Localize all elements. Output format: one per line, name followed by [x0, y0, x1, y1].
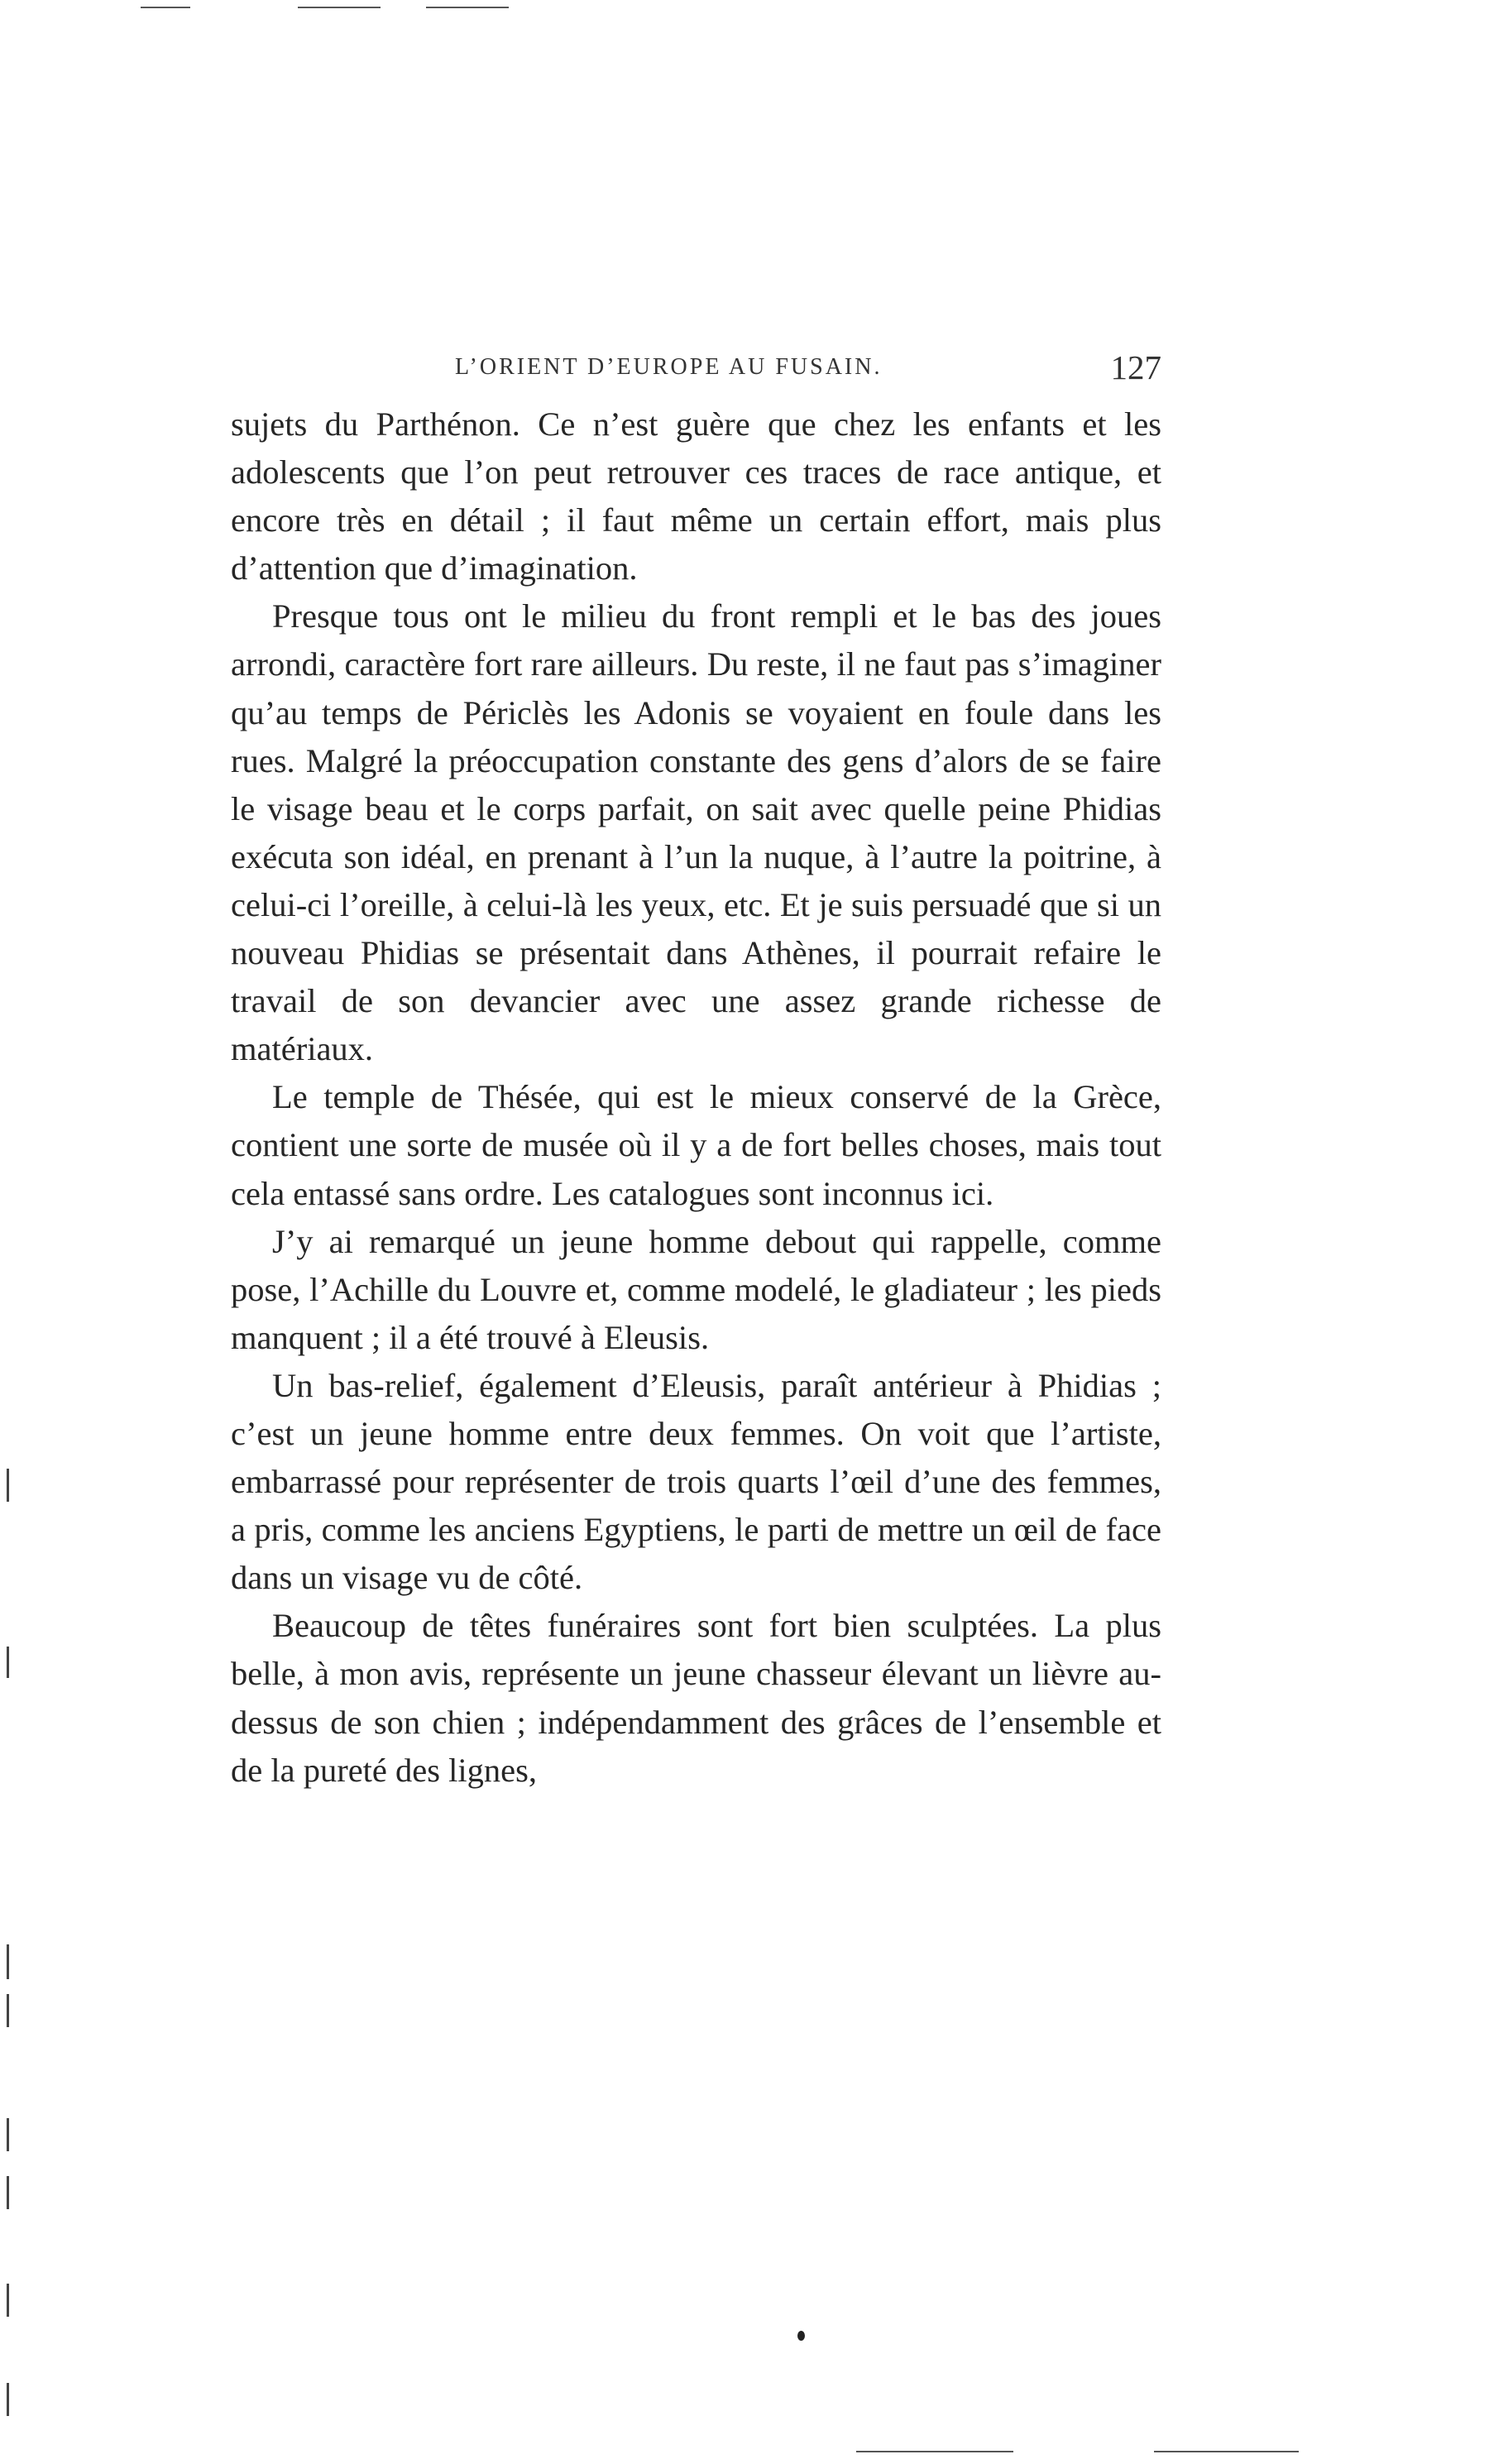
paragraph: sujets du Parthénon. Ce n’est guère que chez les enfants et les adolescents que l’on peut retrouver ces traces de race antique, et encore très en détail ; il faut même un certain effort, mais plus d’attention que d’imagination. — [231, 405, 1161, 587]
paragraph: Presque tous ont le milieu du front rempli et le bas des joues arrondi, caractère fort rare ailleurs. Du reste, il ne faut pas s’imaginer qu’au temps de Périclès les Adonis se voyaient en foule dans les rues. Malgré la préoccupation constante des gens d’alors de se faire le visage beau et le corps parfait, on sait avec quelle peine Phidias exécuta son idéal, en prenant à l’un la nuque, à l’autre la poitrine, à celui-ci l’oreille, à celui-là les yeux, etc. Et je suis persuadé que si un nouveau Phidias se présentait dans Athènes, il pourrait refaire le travail de son devancier avec une assez grande richesse de matériaux. — [231, 597, 1161, 1068]
scan-artifact-bottom-left — [856, 2451, 1013, 2452]
scan-artifact-margin-3 — [7, 1944, 9, 1979]
paragraph: Le temple de Thésée, qui est le mieux conservé de la Grèce, contient une sorte de musée où il y a de fort belles choses, mais tout cela entassé sans ordre. Les catalogues sont inconnus ici. — [231, 1078, 1161, 1212]
scan-artifact-top-center — [298, 7, 381, 8]
paragraph: J’y ai remarqué un jeune homme debout qui rappelle, comme pose, l’Achille du Louvre et, comme modelé, le gladiateur ; les pieds manquent ; il a été trouvé à Eleusis. — [231, 1222, 1161, 1356]
scan-artifact-margin-4 — [7, 1994, 9, 2027]
running-title: L’ORIENT D’EUROPE AU FUSAIN. — [455, 354, 883, 380]
scan-artifact-ink-spot — [797, 2331, 805, 2341]
scan-artifact-margin-5 — [7, 2118, 9, 2151]
scan-artifact-margin-1 — [7, 1469, 9, 1502]
page-number: 127 — [1110, 348, 1161, 386]
scan-artifact-margin-7 — [7, 2284, 9, 2317]
page-header — [231, 348, 1161, 397]
scan-artifact-top-right — [426, 7, 509, 8]
scan-artifact-bottom-right — [1154, 2451, 1299, 2452]
body-text — [231, 400, 1161, 1795]
paragraph: Un bas-relief, également d’Eleusis, paraît antérieur à Phidias ; c’est un jeune homme entre deux femmes. On voit que l’artiste, embarrassé pour représenter de trois quarts l’œil d’une des femmes, a pris, comme les anciens Egyptiens, le parti de mettre un œil de face dans un visage vu de côté. — [231, 1366, 1161, 1597]
paragraph: Beaucoup de têtes funéraires sont fort bien sculptées. La plus belle, à mon avis, représente un jeune chasseur élevant un lièvre au-dessus de son chien ; indépendamment des grâces de l’ensemble et de la pureté des lignes, — [231, 1607, 1161, 1789]
scan-artifact-margin-6 — [7, 2176, 9, 2209]
scan-artifact-top-left — [141, 7, 190, 8]
scan-artifact-margin-8 — [7, 2383, 9, 2416]
scan-artifact-margin-2 — [7, 1647, 9, 1678]
